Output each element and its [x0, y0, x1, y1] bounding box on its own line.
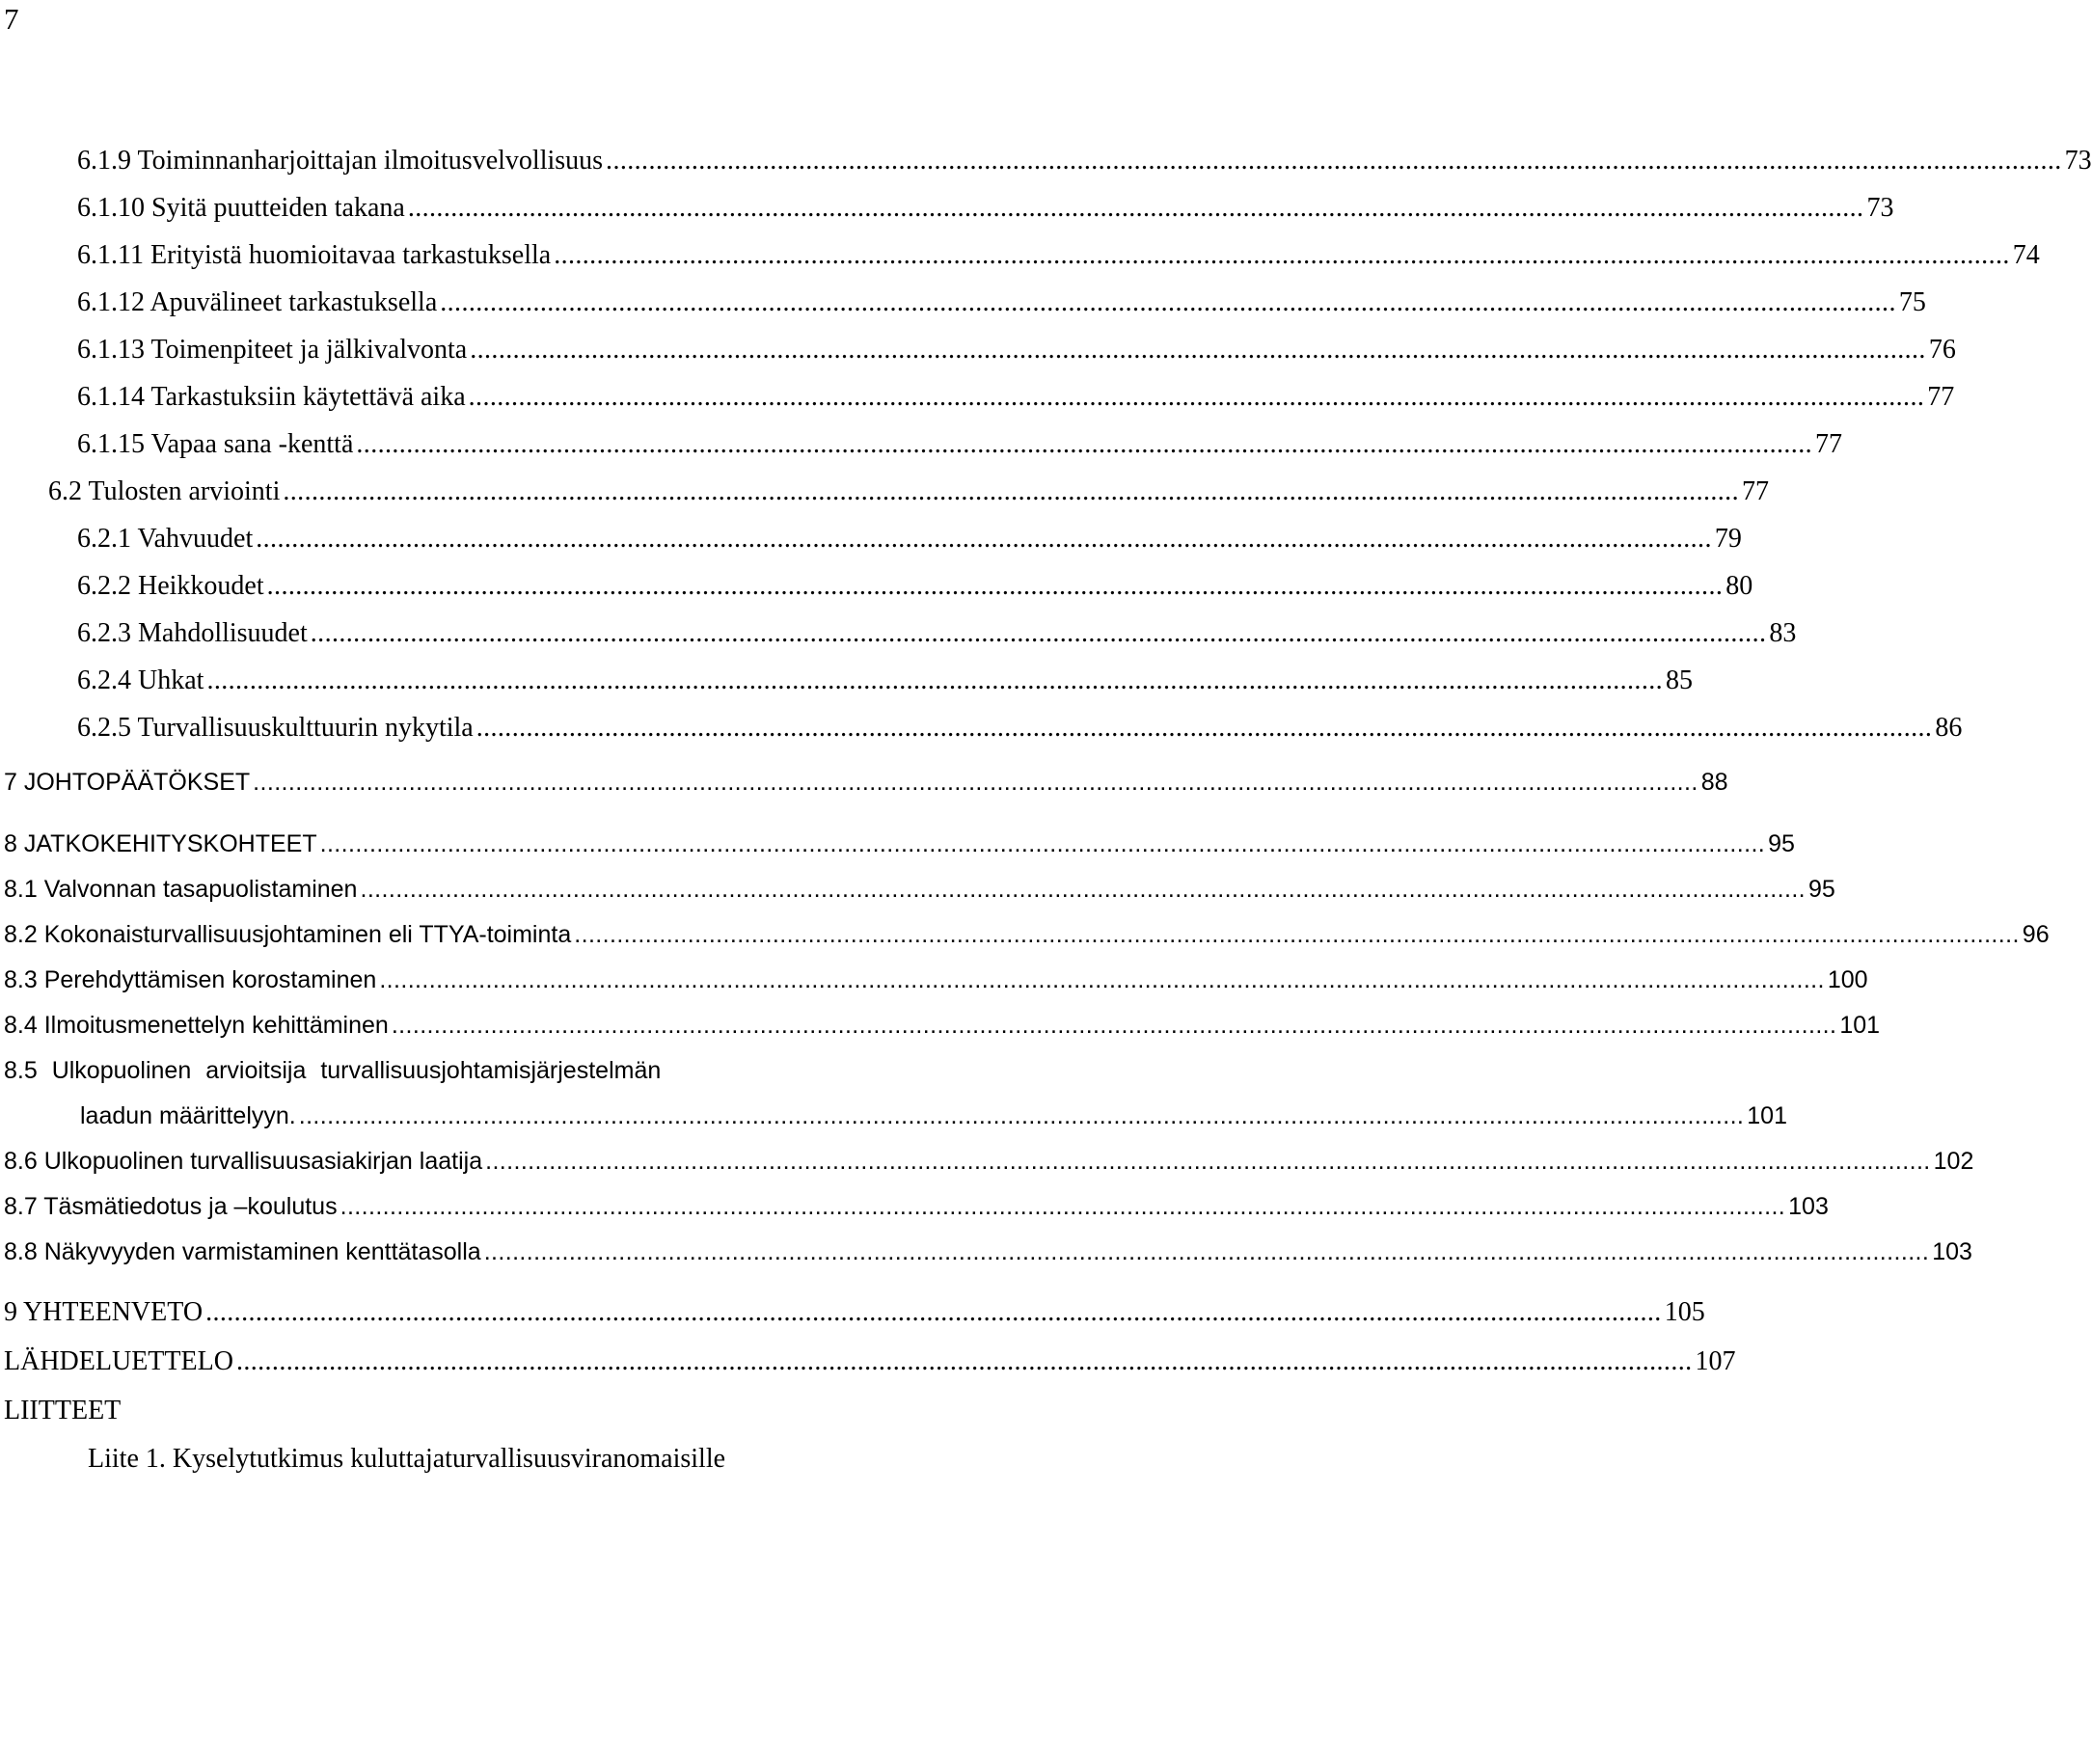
- toc-entry-page: 95: [1808, 876, 1835, 903]
- toc-entry[interactable]: [4, 871, 1835, 908]
- toc-entry-page: 86: [1935, 713, 1963, 743]
- toc-leader-dots: ............................................................................................................................................................................................................: [283, 476, 1739, 506]
- toc-entry-page: 101: [1839, 1012, 1881, 1039]
- toc-leader-dots: ............................................................................................................................................................................................................: [235, 1346, 1693, 1376]
- toc-entry[interactable]: [77, 379, 1955, 416]
- toc-leader-dots: ............................................................................................................................................................................................................: [391, 1012, 1837, 1039]
- toc-entry[interactable]: [77, 710, 1963, 746]
- toc-entry-label: 6.2.2 Heikkoudet: [77, 571, 264, 601]
- toc-entry[interactable]: [4, 826, 1795, 862]
- toc-leader-dots: ............................................................................................................................................................................................................: [266, 571, 1724, 601]
- toc-entry[interactable]: [77, 568, 1753, 605]
- toc-entry[interactable]: [4, 1188, 1829, 1225]
- toc-leader-dots: ............................................................................................................................................................................................................: [256, 524, 1712, 554]
- toc-entry[interactable]: [4, 962, 1868, 998]
- toc-leader-dots: ............................................................................................................................................................................................................: [606, 146, 2062, 176]
- toc-entry[interactable]: [4, 1343, 1736, 1380]
- toc-entry[interactable]: [77, 190, 1894, 227]
- toc-entry-label: 6.1.12 Apuvälineet tarkastuksella: [77, 287, 438, 317]
- toc-entry-label: 6.1.13 Toimenpiteet ja jälkivalvonta: [77, 335, 468, 365]
- toc-entry-page: 102: [1933, 1148, 1974, 1175]
- toc-entry-label: 8.3 Perehdyttämisen korostaminen: [4, 966, 377, 993]
- toc-entry-page: 77: [1815, 429, 1842, 459]
- toc-entry-label: 6.1.11 Erityistä huomioitavaa tarkastuksella: [77, 240, 552, 270]
- toc-entry[interactable]: [77, 285, 1926, 321]
- toc-leader-dots: ............................................................................................................................................................................................................: [485, 1148, 1931, 1175]
- toc-entry-page: 103: [1788, 1193, 1829, 1220]
- toc-entry[interactable]: [77, 663, 1694, 699]
- toc-entry-label[interactable]: LIITTEET: [4, 1396, 122, 1425]
- toc-entry-page: 77: [1927, 382, 1955, 412]
- toc-entry-label: 8.1 Valvonnan tasapuolistaminen: [4, 876, 358, 903]
- toc-entry-page: 107: [1695, 1346, 1736, 1376]
- toc-entry-label: 6.2.5 Turvallisuuskulttuurin nykytila: [77, 713, 474, 743]
- toc-entry-page: 100: [1827, 966, 1868, 993]
- toc-entry-page: 95: [1768, 830, 1795, 857]
- toc-entry-label: 8.8 Näkyvyyden varmistaminen kenttätasolla: [4, 1238, 481, 1265]
- toc-leader-dots: ............................................................................................................................................................................................................: [253, 769, 1698, 796]
- toc-entry[interactable]: [77, 332, 1956, 368]
- toc-leader-dots: ............................................................................................................................................................................................................: [206, 665, 1664, 695]
- toc-entry-label: 6.2.1 Vahvuudet: [77, 524, 254, 554]
- page-number: 7: [4, 2, 19, 36]
- toc-leader-dots: ............................................................................................................................................................................................................: [407, 193, 1864, 223]
- toc-entry-label: 6.1.9 Toiminnanharjoittajan ilmoitusvelvollisuus: [77, 146, 604, 176]
- toc-entry[interactable]: [4, 764, 1728, 801]
- toc-entry[interactable]: [4, 1143, 1974, 1180]
- toc-entry[interactable]: [48, 474, 1769, 510]
- toc-entry-page: 79: [1714, 524, 1742, 554]
- toc-entry[interactable]: [77, 521, 1742, 557]
- toc-leader-dots: ............................................................................................................................................................................................................: [554, 240, 2010, 270]
- toc-entry-label: laadun määrittelyyn.: [80, 1102, 296, 1129]
- toc-entry[interactable]: [77, 237, 2040, 274]
- toc-leader-dots: ............................................................................................................................................................................................................: [483, 1238, 1930, 1265]
- toc-entry-page: 73: [1866, 193, 1894, 223]
- toc-entry-label: 8 JATKOKEHITYSKOHTEET: [4, 830, 317, 857]
- toc-leader-dots: ............................................................................................................................................................................................................: [356, 429, 1812, 459]
- toc-leader-dots: ............................................................................................................................................................................................................: [298, 1102, 1745, 1129]
- toc-entry-label: 6.1.14 Tarkastuksiin käytettävä aika: [77, 382, 466, 412]
- toc-entry-page: 80: [1725, 571, 1753, 601]
- toc-entry-page: 101: [1747, 1102, 1787, 1129]
- toc-entry-label: LÄHDELUETTELO: [4, 1346, 233, 1376]
- toc-entry[interactable]: [80, 1098, 1787, 1134]
- toc-entry-page: 88: [1700, 769, 1728, 796]
- toc-entry-label: 6.2.3 Mahdollisuudet: [77, 618, 308, 648]
- toc-entry-label[interactable]: 8.5 Ulkopuolinen arvioitsija turvallisuusjohtamisjärjestelmän: [4, 1057, 662, 1084]
- toc-leader-dots: ............................................................................................................................................................................................................: [574, 921, 2020, 948]
- toc-entry[interactable]: [4, 916, 2050, 953]
- toc-entry-page: 105: [1664, 1297, 1705, 1327]
- toc-entry-page: 77: [1741, 476, 1769, 506]
- toc-entry[interactable]: [4, 1234, 1972, 1270]
- appendix-item-label[interactable]: Liite 1. Kyselytutkimus kuluttajaturvallisuusviranomaisille: [88, 1444, 726, 1474]
- toc-leader-dots: ............................................................................................................................................................................................................: [205, 1297, 1662, 1327]
- toc-entry-page: 83: [1769, 618, 1797, 648]
- toc-entry-label: 6.2.4 Uhkat: [77, 665, 204, 695]
- toc-leader-dots: ............................................................................................................................................................................................................: [475, 713, 1933, 743]
- toc-entry-page: 74: [2012, 240, 2040, 270]
- toc-entry-label: 6.1.15 Vapaa sana -kenttä: [77, 429, 354, 459]
- toc-entry-label: 9 YHTEENVETO: [4, 1297, 204, 1327]
- toc-leader-dots: ............................................................................................................................................................................................................: [310, 618, 1767, 648]
- toc-entry-page: 96: [2022, 921, 2050, 948]
- toc-leader-dots: ............................................................................................................................................................................................................: [340, 1193, 1786, 1220]
- toc-entry-label: 8.6 Ulkopuolinen turvallisuusasiakirjan laatija: [4, 1148, 483, 1175]
- toc-leader-dots: ............................................................................................................................................................................................................: [468, 382, 1925, 412]
- toc-entry[interactable]: [77, 143, 2092, 179]
- toc-leader-dots: ............................................................................................................................................................................................................: [470, 335, 1926, 365]
- toc-entry-label: 8.4 Ilmoitusmenettelyn kehittäminen: [4, 1012, 389, 1039]
- toc-leader-dots: ............................................................................................................................................................................................................: [319, 830, 1766, 857]
- toc-entry-label: 7 JOHTOPÄÄTÖKSET: [4, 769, 251, 796]
- toc-leader-dots: ............................................................................................................................................................................................................: [440, 287, 1896, 317]
- toc-entry[interactable]: [77, 426, 1842, 463]
- toc-leader-dots: ............................................................................................................................................................................................................: [379, 966, 1825, 993]
- toc-entry-page: 85: [1666, 665, 1694, 695]
- toc-entry-page: 76: [1928, 335, 1956, 365]
- toc-entry-page: 103: [1932, 1238, 1972, 1265]
- toc-entry[interactable]: [4, 1007, 1881, 1044]
- toc-entry[interactable]: [4, 1294, 1705, 1331]
- toc-entry-label: 6.1.10 Syitä puutteiden takana: [77, 193, 405, 223]
- toc-entry-page: 75: [1898, 287, 1926, 317]
- toc-entry[interactable]: [77, 615, 1797, 652]
- toc-entry-label: 6.2 Tulosten arviointi: [48, 476, 281, 506]
- toc-entry-page: 73: [2064, 146, 2092, 176]
- toc-leader-dots: ............................................................................................................................................................................................................: [360, 876, 1807, 903]
- toc-entry-label: 8.7 Täsmätiedotus ja –koulutus: [4, 1193, 338, 1220]
- toc-entry-label: 8.2 Kokonaisturvallisuusjohtaminen eli TTYA-toiminta: [4, 921, 572, 948]
